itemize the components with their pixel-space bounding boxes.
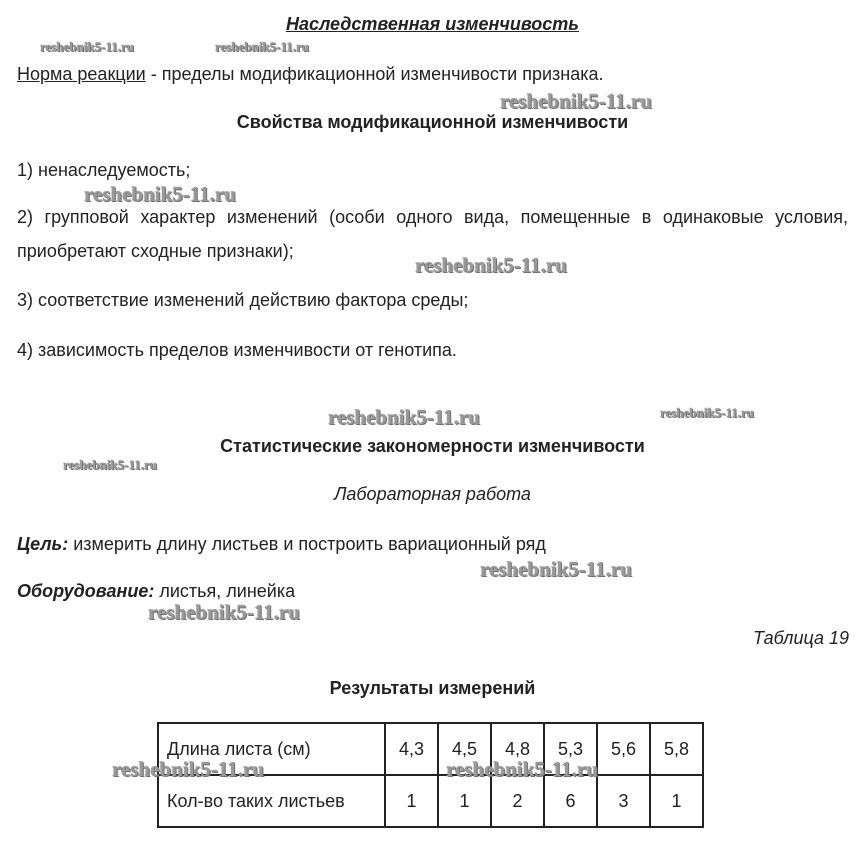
watermark: reshebnik5-11.ru xyxy=(63,457,158,472)
count-cell: 2 xyxy=(491,775,544,827)
length-cell: 5,3 xyxy=(544,723,597,775)
length-cell: 4,5 xyxy=(438,723,491,775)
properties-heading: Свойства модификационной изменчивости xyxy=(236,112,629,132)
norm-reaction-text: - пределы модификационной изменчивости признака. xyxy=(145,64,604,84)
table-row-counts xyxy=(158,775,703,827)
row-label-counts: Кол-во таких листьев xyxy=(158,775,385,827)
watermark: reshebnik5-11.ru xyxy=(112,757,264,781)
length-cell: 4,8 xyxy=(491,723,544,775)
count-cell: 6 xyxy=(544,775,597,827)
table-caption: Таблица 19 xyxy=(752,628,849,648)
goal-line xyxy=(17,534,546,555)
count-cell: 1 xyxy=(385,775,438,827)
watermark: reshebnik5-11.ru xyxy=(148,600,300,624)
watermark: reshebnik5-11.ru xyxy=(84,182,236,206)
length-cell: 5,6 xyxy=(597,723,650,775)
property-item-3: 3) соответствие изменений действию фактора среды; xyxy=(17,290,469,310)
property-item-4: 4) зависимость пределов изменчивости от генотипа. xyxy=(17,340,457,360)
watermark: reshebnik5-11.ru xyxy=(660,405,755,420)
equipment-label: Оборудование: xyxy=(17,581,155,601)
table-title: Результаты измерений xyxy=(329,678,536,698)
watermark: reshebnik5-11.ru xyxy=(328,405,480,429)
watermark: reshebnik5-11.ru xyxy=(500,89,652,113)
watermark: reshebnik5-11.ru xyxy=(415,253,567,277)
property-item-2: 2) групповой характер изменений (особи одного вида, помещенные в одинаковые условия, приобретают сходные признаки); xyxy=(17,207,848,261)
watermark: reshebnik5-11.ru xyxy=(40,39,135,54)
statistics-heading: Статистические закономерности изменчивости xyxy=(220,436,645,456)
count-cell: 1 xyxy=(650,775,703,827)
equipment-line xyxy=(17,581,295,602)
goal-label: Цель: xyxy=(17,534,69,554)
goal-text: измерить длину листьев и построить вариационный ряд xyxy=(68,534,546,554)
count-cell: 3 xyxy=(597,775,650,827)
norm-reaction-definition xyxy=(17,64,604,85)
length-cell: 5,8 xyxy=(650,723,703,775)
count-cell: 1 xyxy=(438,775,491,827)
row-label-lengths: Длина листа (см) xyxy=(158,723,385,775)
property-item-1: 1) ненаследуемость; xyxy=(17,160,191,180)
watermark: reshebnik5-11.ru xyxy=(480,557,632,581)
page-title: Наследственная изменчивость xyxy=(286,14,579,34)
equipment-text: листья, линейка xyxy=(154,581,296,601)
watermark: reshebnik5-11.ru xyxy=(215,39,310,54)
watermark: reshebnik5-11.ru xyxy=(446,757,598,781)
length-cell: 4,3 xyxy=(385,723,438,775)
norm-reaction-term: Норма реакции xyxy=(17,64,146,84)
lab-work-subtitle: Лабораторная работа xyxy=(334,484,531,504)
